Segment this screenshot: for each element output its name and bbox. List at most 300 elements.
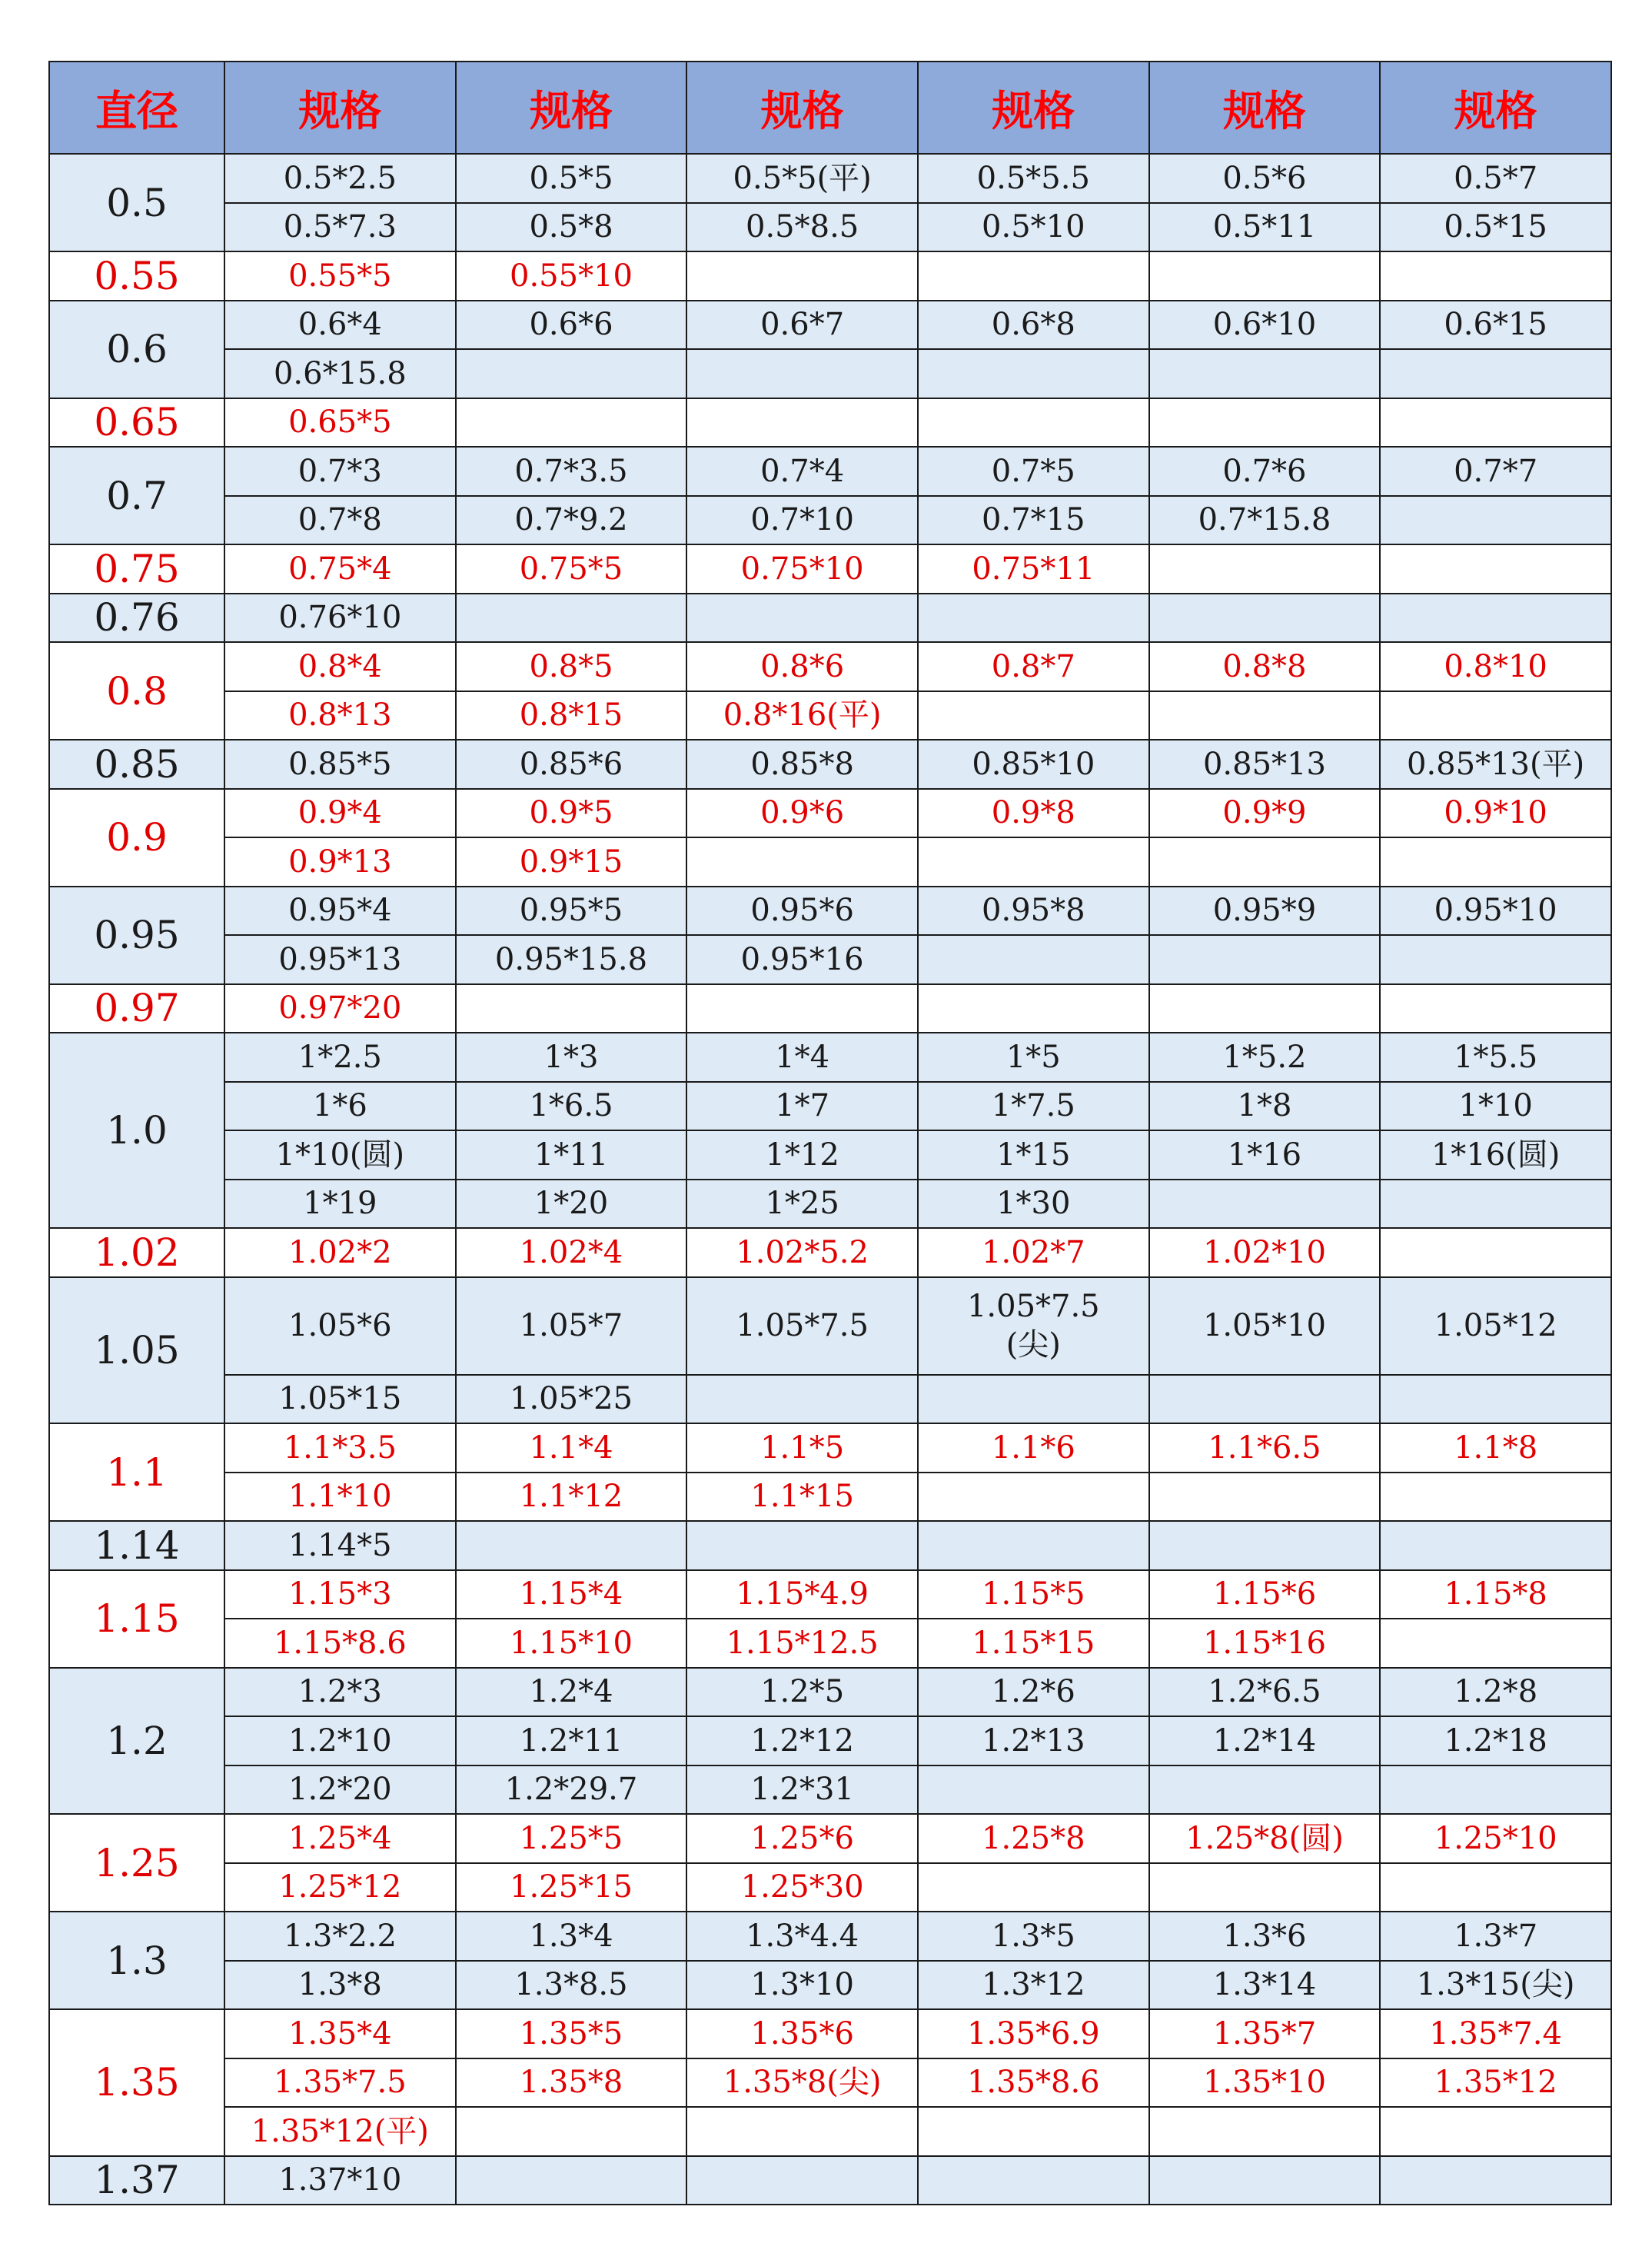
spec-cell: 0.75*11: [918, 544, 1149, 594]
spec-table: [48, 61, 1612, 2205]
spec-cell: [686, 594, 918, 643]
spec-cell: 1*25: [686, 1180, 918, 1229]
spec-cell: [1380, 1375, 1611, 1424]
spec-cell: 1.15*5: [918, 1570, 1149, 1619]
diameter-cell: 0.5: [49, 154, 224, 251]
spec-cell: 1*4: [686, 1033, 918, 1082]
spec-cell: 0.7*15: [918, 496, 1149, 545]
table-row: [49, 1473, 1611, 1522]
table-row: [49, 1228, 1611, 1277]
spec-cell: 1*11: [456, 1130, 687, 1180]
spec-cell: [918, 1765, 1149, 1815]
spec-cell: [918, 2156, 1149, 2205]
spec-cell: 1.25*15: [456, 1863, 687, 1912]
spec-cell: [1380, 398, 1611, 448]
spec-cell: 0.9*13: [224, 837, 456, 887]
spec-cell: 0.8*8: [1149, 642, 1381, 691]
table-row: [49, 1863, 1611, 1912]
header-spec: 规格: [456, 62, 687, 154]
header-diameter: 直径: [49, 62, 224, 154]
table-row: [49, 1180, 1611, 1229]
spec-cell: [1380, 837, 1611, 887]
table-row: [49, 398, 1611, 448]
spec-cell: [1380, 251, 1611, 301]
spec-cell: 1.15*6: [1149, 1570, 1381, 1619]
spec-cell: 1.2*14: [1149, 1716, 1381, 1765]
spec-cell: 1*10: [1380, 1082, 1611, 1131]
spec-cell: 0.85*6: [456, 740, 687, 789]
spec-cell: 1.2*5: [686, 1668, 918, 1717]
spec-cell: 1*7: [686, 1082, 918, 1131]
spec-cell: 0.75*5: [456, 544, 687, 594]
spec-cell: [1380, 2107, 1611, 2156]
spec-cell: [1149, 2107, 1381, 2156]
spec-cell: 1.2*31: [686, 1765, 918, 1815]
spec-cell: 1.35*8: [456, 2058, 687, 2108]
spec-cell: [1149, 1375, 1381, 1424]
spec-cell: [918, 1375, 1149, 1424]
spec-cell: 1.3*6: [1149, 1912, 1381, 1961]
spec-cell: 0.95*5: [456, 887, 687, 936]
header-spec: 规格: [1149, 62, 1381, 154]
spec-cell: 1.05*25: [456, 1375, 687, 1424]
spec-cell: 0.85*13(平): [1380, 740, 1611, 789]
spec-cell: 1.05*7.5 (尖): [918, 1277, 1149, 1375]
table-row: [49, 2156, 1611, 2205]
spec-cell: [686, 1521, 918, 1570]
table-row: [49, 251, 1611, 301]
spec-cell: [918, 594, 1149, 643]
spec-cell: 0.5*6: [1149, 154, 1381, 203]
spec-cell: 1*8: [1149, 1082, 1381, 1131]
spec-cell: [1149, 594, 1381, 643]
spec-cell: 0.55*5: [224, 251, 456, 301]
spec-cell: 1.05*7.5: [686, 1277, 918, 1375]
spec-cell: 1.1*6.5: [1149, 1423, 1381, 1473]
spec-cell: 0.7*8: [224, 496, 456, 545]
spec-cell: 1.05*7: [456, 1277, 687, 1375]
spec-cell: 0.95*15.8: [456, 935, 687, 984]
diameter-cell: 1.05: [49, 1277, 224, 1424]
spec-cell: [918, 837, 1149, 887]
spec-cell: 1*20: [456, 1180, 687, 1229]
spec-cell: 0.5*8: [456, 203, 687, 252]
spec-cell: [918, 691, 1149, 740]
table-row: [49, 1277, 1611, 1375]
table-row: [49, 1082, 1611, 1131]
table-row: [49, 984, 1611, 1033]
spec-cell: [456, 349, 687, 398]
table-row: [49, 349, 1611, 398]
diameter-cell: 1.02: [49, 1228, 224, 1277]
table-row: [49, 740, 1611, 789]
spec-cell: 1.05*15: [224, 1375, 456, 1424]
table-row: [49, 789, 1611, 838]
spec-cell: 0.9*15: [456, 837, 687, 887]
spec-cell: [686, 1375, 918, 1424]
table-row: [49, 1130, 1611, 1180]
spec-cell: 1.05*10: [1149, 1277, 1381, 1375]
spec-cell: 1.15*10: [456, 1619, 687, 1668]
table-row: [49, 154, 1611, 203]
spec-cell: [1380, 1765, 1611, 1815]
spec-cell: [1149, 349, 1381, 398]
diameter-cell: 1.0: [49, 1033, 224, 1228]
spec-cell: 1.2*10: [224, 1716, 456, 1765]
spec-cell: 1.3*12: [918, 1961, 1149, 2010]
spec-cell: 1*6: [224, 1082, 456, 1131]
spec-cell: 1.15*4: [456, 1570, 687, 1619]
diameter-cell: 1.2: [49, 1668, 224, 1815]
spec-cell: 1.2*20: [224, 1765, 456, 1815]
spec-cell: 0.9*10: [1380, 789, 1611, 838]
spec-cell: [918, 935, 1149, 984]
spec-cell: 1.2*11: [456, 1716, 687, 1765]
table-row: [49, 642, 1611, 691]
spec-cell: 1.1*4: [456, 1423, 687, 1473]
diameter-cell: 1.1: [49, 1423, 224, 1521]
header-spec: 规格: [1380, 62, 1611, 154]
spec-cell: 1.2*6: [918, 1668, 1149, 1717]
spec-cell: 1.25*30: [686, 1863, 918, 1912]
spec-cell: 0.8*15: [456, 691, 687, 740]
spec-cell: 1.3*2.2: [224, 1912, 456, 1961]
spec-cell: 1*12: [686, 1130, 918, 1180]
spec-cell: 1.02*10: [1149, 1228, 1381, 1277]
spec-cell: 0.6*10: [1149, 301, 1381, 350]
spec-cell: [1149, 1180, 1381, 1229]
spec-cell: [1149, 1765, 1381, 1815]
table-row: [49, 1765, 1611, 1815]
spec-cell: 0.5*7.3: [224, 203, 456, 252]
table-row: [49, 1033, 1611, 1082]
spec-cell: 0.95*4: [224, 887, 456, 936]
spec-cell: [1149, 1521, 1381, 1570]
spec-cell: 0.9*6: [686, 789, 918, 838]
diameter-cell: 0.76: [49, 594, 224, 643]
spec-cell: 0.95*16: [686, 935, 918, 984]
spec-cell: [686, 984, 918, 1033]
table-row: [49, 1521, 1611, 1570]
spec-cell: 0.7*9.2: [456, 496, 687, 545]
spec-cell: 0.65*5: [224, 398, 456, 448]
table-row: [49, 203, 1611, 252]
spec-cell: 0.85*8: [686, 740, 918, 789]
spec-cell: 1.02*2: [224, 1228, 456, 1277]
spec-cell: 0.7*15.8: [1149, 496, 1381, 545]
spec-cell: 0.6*7: [686, 301, 918, 350]
header-spec: 规格: [224, 62, 456, 154]
spec-cell: [686, 837, 918, 887]
spec-cell: 1.3*14: [1149, 1961, 1381, 2010]
spec-cell: [1380, 984, 1611, 1033]
spec-cell: 0.5*5(平): [686, 154, 918, 203]
spec-cell: 1.35*8(尖): [686, 2058, 918, 2108]
spec-cell: 1.25*12: [224, 1863, 456, 1912]
spec-cell: 1.2*13: [918, 1716, 1149, 1765]
spec-cell: 0.85*5: [224, 740, 456, 789]
spec-cell: 1.02*4: [456, 1228, 687, 1277]
spec-cell: 0.8*7: [918, 642, 1149, 691]
spec-cell: 0.7*6: [1149, 447, 1381, 496]
spec-cell: 1*10(圆): [224, 1130, 456, 1180]
table-row: [49, 837, 1611, 887]
spec-cell: 1.35*7.5: [224, 2058, 456, 2108]
spec-cell: 1.2*12: [686, 1716, 918, 1765]
spec-cell: [1149, 935, 1381, 984]
diameter-cell: 0.75: [49, 544, 224, 594]
spec-cell: 1*3: [456, 1033, 687, 1082]
spec-cell: 1.3*10: [686, 1961, 918, 2010]
spec-cell: 1.25*8: [918, 1814, 1149, 1863]
table-row: [49, 1814, 1611, 1863]
diameter-cell: 1.35: [49, 2009, 224, 2156]
spec-cell: 1*16: [1149, 1130, 1381, 1180]
spec-cell: [1380, 594, 1611, 643]
spec-cell: 1.05*6: [224, 1277, 456, 1375]
spec-cell: 1.3*5: [918, 1912, 1149, 1961]
spec-cell: [456, 398, 687, 448]
diameter-cell: 0.95: [49, 887, 224, 984]
spec-cell: 1.15*4.9: [686, 1570, 918, 1619]
table-row: [49, 1912, 1611, 1961]
spec-cell: [1380, 691, 1611, 740]
spec-cell: 0.76*10: [224, 594, 456, 643]
spec-cell: 1.15*12.5: [686, 1619, 918, 1668]
table-row: [49, 887, 1611, 936]
spec-cell: [1149, 2156, 1381, 2205]
spec-cell: 0.8*5: [456, 642, 687, 691]
spec-cell: 1*7.5: [918, 1082, 1149, 1131]
table-row: [49, 1423, 1611, 1473]
spec-cell: [1149, 691, 1381, 740]
spec-cell: [1149, 398, 1381, 448]
spec-cell: 0.6*15: [1380, 301, 1611, 350]
spec-cell: [918, 349, 1149, 398]
spec-cell: 0.7*4: [686, 447, 918, 496]
spec-cell: [918, 1473, 1149, 1522]
spec-cell: 1.1*5: [686, 1423, 918, 1473]
spec-cell: [686, 2107, 918, 2156]
spec-cell: 0.8*10: [1380, 642, 1611, 691]
spec-cell: 1.35*7.4: [1380, 2009, 1611, 2058]
spec-cell: 1.2*8: [1380, 1668, 1611, 1717]
table-row: [49, 1619, 1611, 1668]
spec-cell: [918, 2107, 1149, 2156]
spec-cell: 1.2*6.5: [1149, 1668, 1381, 1717]
spec-cell: 0.9*4: [224, 789, 456, 838]
spec-cell: [918, 251, 1149, 301]
spec-cell: 1.2*3: [224, 1668, 456, 1717]
spec-cell: [456, 2107, 687, 2156]
spec-cell: [1149, 1863, 1381, 1912]
spec-cell: [1380, 2156, 1611, 2205]
spec-cell: 1.02*5.2: [686, 1228, 918, 1277]
spec-cell: 1.3*15(尖): [1380, 1961, 1611, 2010]
spec-cell: [456, 594, 687, 643]
table-row: [49, 496, 1611, 545]
spec-cell: 1.14*5: [224, 1521, 456, 1570]
spec-cell: 1*5.2: [1149, 1033, 1381, 1082]
spec-cell: 1*2.5: [224, 1033, 456, 1082]
spec-cell: 1.15*3: [224, 1570, 456, 1619]
spec-cell: 0.6*4: [224, 301, 456, 350]
table-row: [49, 301, 1611, 350]
spec-cell: 0.7*3: [224, 447, 456, 496]
spec-cell: 1.37*10: [224, 2156, 456, 2205]
spec-cell: 1.35*10: [1149, 2058, 1381, 2108]
spec-cell: 0.9*8: [918, 789, 1149, 838]
spec-cell: 1.25*6: [686, 1814, 918, 1863]
spec-cell: 1*15: [918, 1130, 1149, 1180]
spec-body: [49, 154, 1611, 2205]
spec-cell: [456, 984, 687, 1033]
spec-cell: 0.7*5: [918, 447, 1149, 496]
spec-cell: 0.75*10: [686, 544, 918, 594]
spec-cell: [686, 398, 918, 448]
spec-cell: 0.85*10: [918, 740, 1149, 789]
spec-cell: 0.95*13: [224, 935, 456, 984]
spec-cell: 0.8*6: [686, 642, 918, 691]
spec-cell: 1.1*8: [1380, 1423, 1611, 1473]
spec-cell: 0.9*9: [1149, 789, 1381, 838]
table-row: [49, 2107, 1611, 2156]
spec-cell: 1.35*6: [686, 2009, 918, 2058]
spec-cell: 1.25*5: [456, 1814, 687, 1863]
spec-cell: 1.1*6: [918, 1423, 1149, 1473]
table-row: [49, 1375, 1611, 1424]
spec-cell: 0.5*15: [1380, 203, 1611, 252]
diameter-cell: 0.85: [49, 740, 224, 789]
spec-cell: [1380, 935, 1611, 984]
spec-cell: 1*19: [224, 1180, 456, 1229]
spec-cell: 0.5*2.5: [224, 154, 456, 203]
spec-cell: 0.95*10: [1380, 887, 1611, 936]
spec-cell: 0.9*5: [456, 789, 687, 838]
spec-cell: 1*5: [918, 1033, 1149, 1082]
spec-cell: [918, 984, 1149, 1033]
spec-cell: [686, 251, 918, 301]
diameter-cell: 0.7: [49, 447, 224, 544]
table-row: [49, 447, 1611, 496]
diameter-cell: 0.97: [49, 984, 224, 1033]
table-row: [49, 1570, 1611, 1619]
spec-cell: [1380, 349, 1611, 398]
spec-cell: 0.95*8: [918, 887, 1149, 936]
diameter-cell: 0.65: [49, 398, 224, 448]
spec-cell: 1.35*7: [1149, 2009, 1381, 2058]
spec-cell: 0.6*6: [456, 301, 687, 350]
spec-cell: 1.3*8: [224, 1961, 456, 2010]
spec-cell: 0.5*7: [1380, 154, 1611, 203]
spec-cell: 1.2*18: [1380, 1716, 1611, 1765]
spec-cell: 1.25*4: [224, 1814, 456, 1863]
diameter-cell: 0.9: [49, 789, 224, 887]
spec-cell: 0.85*13: [1149, 740, 1381, 789]
spec-cell: 0.95*9: [1149, 887, 1381, 936]
spec-cell: 0.95*6: [686, 887, 918, 936]
spec-cell: 1.3*4.4: [686, 1912, 918, 1961]
spec-cell: 1.1*15: [686, 1473, 918, 1522]
diameter-cell: 1.37: [49, 2156, 224, 2205]
spec-cell: [918, 398, 1149, 448]
header-spec: 规格: [918, 62, 1149, 154]
spec-cell: 0.75*4: [224, 544, 456, 594]
spec-cell: [1380, 496, 1611, 545]
spec-cell: 1.35*6.9: [918, 2009, 1149, 2058]
spec-cell: 1.35*4: [224, 2009, 456, 2058]
spec-cell: [1149, 984, 1381, 1033]
spec-cell: [1380, 1521, 1611, 1570]
diameter-cell: 0.8: [49, 642, 224, 740]
spec-cell: [1380, 1228, 1611, 1277]
spec-cell: 1.15*16: [1149, 1619, 1381, 1668]
spec-cell: [918, 1521, 1149, 1570]
spec-cell: 0.5*10: [918, 203, 1149, 252]
spec-cell: [1380, 1180, 1611, 1229]
spec-cell: 0.5*5: [456, 154, 687, 203]
spec-cell: 0.6*8: [918, 301, 1149, 350]
spec-cell: [1149, 544, 1381, 594]
diameter-cell: 1.15: [49, 1570, 224, 1668]
diameter-cell: 1.25: [49, 1814, 224, 1912]
table-row: [49, 544, 1611, 594]
spec-cell: 0.97*20: [224, 984, 456, 1033]
spec-cell: 1.15*8: [1380, 1570, 1611, 1619]
spec-cell: 1.15*8.6: [224, 1619, 456, 1668]
spec-cell: 1.35*12(平): [224, 2107, 456, 2156]
table-row: [49, 1668, 1611, 1717]
spec-cell: 1.1*12: [456, 1473, 687, 1522]
table-row: [49, 935, 1611, 984]
spec-cell: 1.3*7: [1380, 1912, 1611, 1961]
spec-cell: 1.3*8.5: [456, 1961, 687, 2010]
spec-cell: 1.2*29.7: [456, 1765, 687, 1815]
spec-cell: [1380, 544, 1611, 594]
spec-cell: 0.5*11: [1149, 203, 1381, 252]
diameter-cell: 0.55: [49, 251, 224, 301]
spec-cell: 1.3*4: [456, 1912, 687, 1961]
spec-cell: 1.02*7: [918, 1228, 1149, 1277]
spec-cell: 1.25*10: [1380, 1814, 1611, 1863]
spec-cell: [456, 2156, 687, 2205]
spec-cell: 0.8*16(平): [686, 691, 918, 740]
table-row: [49, 691, 1611, 740]
spec-cell: 0.5*5.5: [918, 154, 1149, 203]
spec-cell: [1380, 1863, 1611, 1912]
spec-cell: 0.6*15.8: [224, 349, 456, 398]
table-row: [49, 2009, 1611, 2058]
table-row: [49, 594, 1611, 643]
spec-cell: 1*5.5: [1380, 1033, 1611, 1082]
diameter-cell: 1.14: [49, 1521, 224, 1570]
header-spec: 规格: [686, 62, 918, 154]
spec-cell: 1.25*8(圆): [1149, 1814, 1381, 1863]
table-row: [49, 2058, 1611, 2108]
spec-cell: 1*6.5: [456, 1082, 687, 1131]
spec-cell: 0.7*10: [686, 496, 918, 545]
spec-cell: [686, 2156, 918, 2205]
spec-cell: 1*16(圆): [1380, 1130, 1611, 1180]
spec-cell: [1149, 837, 1381, 887]
diameter-cell: 1.3: [49, 1912, 224, 2009]
spec-cell: 1.35*12: [1380, 2058, 1611, 2108]
diameter-cell: 0.6: [49, 301, 224, 398]
spec-cell: 1.35*5: [456, 2009, 687, 2058]
spec-cell: [1380, 1619, 1611, 1668]
spec-cell: 0.7*3.5: [456, 447, 687, 496]
spec-cell: 1.1*3.5: [224, 1423, 456, 1473]
